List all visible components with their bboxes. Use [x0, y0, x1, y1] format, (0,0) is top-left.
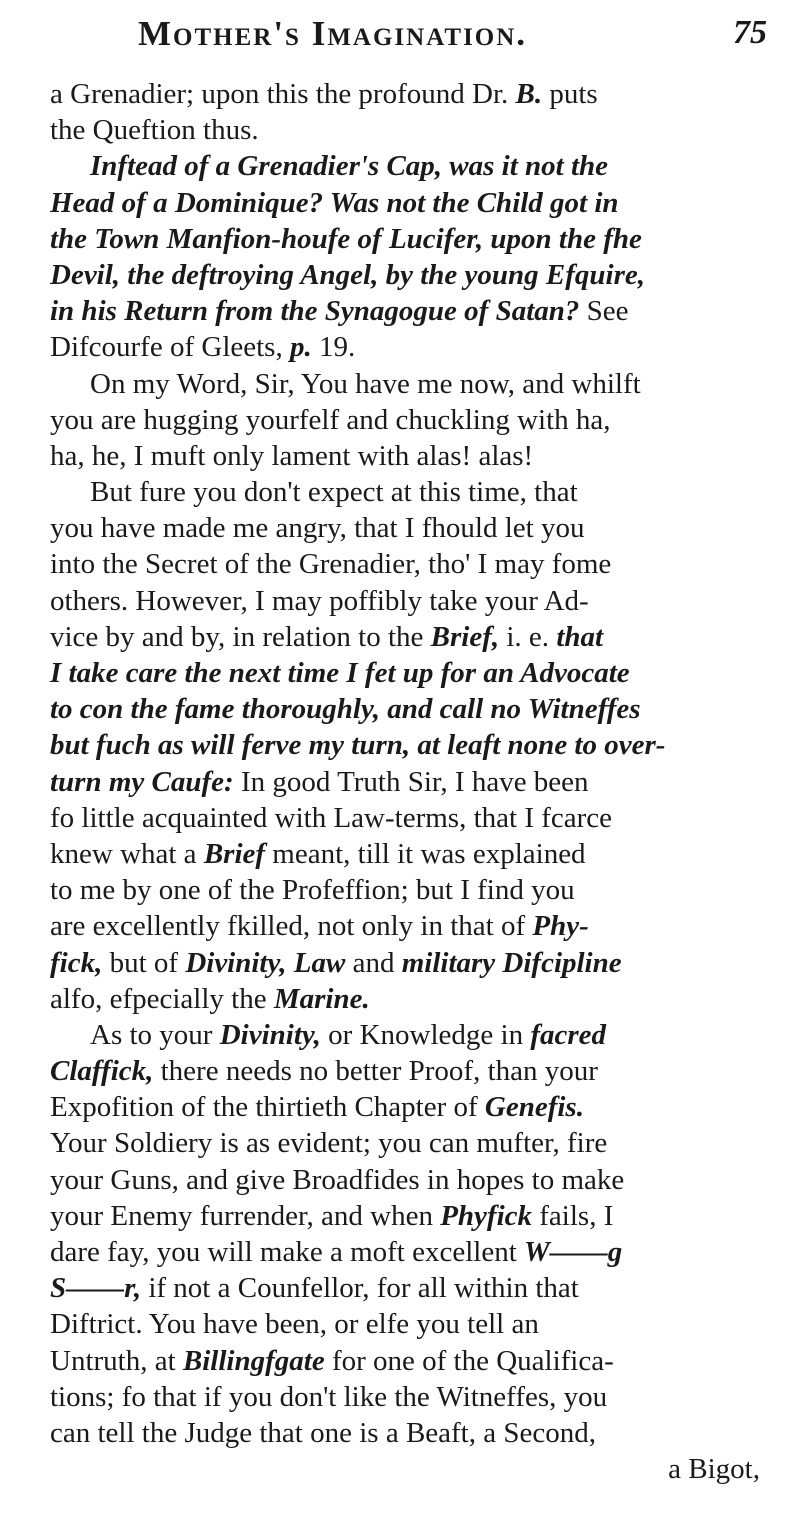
- text-segment: can tell the Judge that one is a Beaft, a Second,: [50, 1416, 596, 1449]
- italic-text: Inftead of a Grenadier's Cap, was it not the: [90, 150, 609, 183]
- text-line: [50, 546, 790, 582]
- text-segment: fo little acquainted with Law-terms, that I fcarce: [50, 801, 613, 834]
- text-segment: you are hugging yourfelf and chuckling with ha,: [50, 403, 611, 436]
- text-segment: vice by and by, in relation to the: [50, 620, 431, 653]
- text-segment: you have made me angry, that I fhould let you: [50, 512, 585, 545]
- italic-text: Brief,: [430, 620, 500, 653]
- text-line: [50, 945, 790, 981]
- text-segment: for one of the Qualifica-: [324, 1344, 614, 1377]
- italic-text: Head of a Dominique? Was not the Child got in: [50, 186, 619, 219]
- text-line: [50, 148, 790, 184]
- text-segment: or Knowledge in: [320, 1018, 531, 1051]
- italic-text: Phyfick: [440, 1199, 533, 1232]
- text-line: [50, 908, 790, 944]
- text-segment: dare fay, you will make a moft excellent: [50, 1236, 525, 1268]
- text-segment: puts: [542, 78, 598, 110]
- text-line: [50, 727, 790, 763]
- body-text: [50, 76, 790, 1487]
- text-line: [50, 1017, 790, 1053]
- text-segment: your Guns, and give Broadfides in hopes to make: [50, 1163, 625, 1196]
- text-line: [50, 402, 790, 438]
- text-line: [50, 366, 790, 402]
- text-segment: the Queftion thus.: [50, 114, 259, 147]
- text-line: [50, 583, 790, 619]
- italic-text: I take care the next time I fet up for an Advocate: [50, 657, 630, 689]
- text-segment: As to your: [90, 1018, 220, 1051]
- text-segment: i. e.: [499, 620, 557, 653]
- text-line: [50, 619, 790, 655]
- text-segment: Your Soldiery is as evident; you can mufter, fire: [50, 1127, 608, 1160]
- page-number: 75: [733, 14, 767, 51]
- text-line: [50, 1343, 790, 1379]
- italic-text: the Town Manfion-houfe of Lucifer, upon the fhe: [50, 222, 642, 255]
- text-segment: fails, I: [532, 1199, 614, 1232]
- text-segment: Expofition of the thirtieth Chapter of: [50, 1091, 485, 1124]
- text-segment: meant, till it was explained: [265, 837, 586, 870]
- text-line: [50, 1198, 790, 1234]
- text-segment: into the Secret of the Grenadier, tho' I may fome: [50, 548, 612, 581]
- text-segment: Diftrict. You have been, or elfe you tell an: [50, 1308, 539, 1341]
- italic-text: Genefis.: [484, 1091, 584, 1124]
- italic-text: but fuch as will ferve my turn, at leaft none to over-: [50, 729, 666, 762]
- italic-text: turn my Caufe:: [50, 765, 234, 798]
- text-line: [50, 438, 790, 474]
- catchword: a Bigot,: [668, 1453, 760, 1486]
- italic-text: in his Return from the Synagogue of Satan?: [50, 295, 580, 328]
- text-line: [50, 981, 790, 1017]
- text-line: [50, 329, 790, 365]
- text-line: [50, 872, 790, 908]
- text-segment: But fure you don't expect at this time, that: [90, 476, 578, 509]
- text-segment: See: [579, 295, 629, 328]
- text-line: [50, 510, 790, 546]
- italic-text: Phy-: [532, 910, 589, 943]
- text-segment: alfo, efpecially the: [50, 982, 274, 1015]
- text-segment: tions; fo that if you don't like the Witneffes, you: [50, 1380, 608, 1413]
- text-line: [50, 655, 790, 691]
- italic-text: Divinity, Law: [185, 946, 346, 979]
- text-line: [50, 221, 790, 257]
- text-segment: to me by one of the Profeffion; but I find you: [50, 874, 575, 907]
- text-segment: In good Truth Sir, I have been: [233, 765, 589, 798]
- text-segment: On my Word, Sir, You have me now, and whilft: [90, 367, 641, 400]
- text-line: [50, 764, 790, 800]
- italic-text: p.: [289, 331, 312, 364]
- text-segment: but of: [102, 946, 186, 979]
- text-line: [50, 1089, 790, 1125]
- text-line: [50, 691, 790, 727]
- text-line: [50, 185, 790, 221]
- text-segment: your Enemy furrender, and when: [50, 1199, 441, 1232]
- italic-text: W——g: [524, 1236, 623, 1268]
- running-title: Mother's Imagination.: [138, 14, 528, 53]
- running-head: [0, 8, 800, 68]
- text-line: [50, 1379, 790, 1415]
- italic-text: military Difcipline: [401, 946, 622, 979]
- text-segment: Difcourfe of Gleets,: [50, 331, 290, 364]
- text-segment: if not a Counfellor, for all within that: [141, 1272, 579, 1305]
- text-line: [50, 1415, 790, 1451]
- italic-text: Claffick,: [50, 1055, 154, 1088]
- text-segment: knew what a: [50, 837, 204, 870]
- italic-text: S——r,: [50, 1272, 142, 1305]
- text-segment: Untruth, at: [50, 1344, 183, 1377]
- text-segment: others. However, I may poffibly take your Ad-: [50, 584, 589, 617]
- italic-text: Divinity,: [219, 1018, 321, 1051]
- italic-text: B.: [515, 78, 543, 110]
- italic-text: Marine.: [273, 982, 370, 1015]
- italic-text: facred: [530, 1018, 607, 1051]
- italic-text: Devil, the deftroying Angel, by the young Efquire,: [50, 258, 646, 291]
- italic-text: to con the fame thoroughly, and call no Witneffes: [50, 693, 641, 726]
- text-segment: and: [345, 946, 402, 979]
- text-segment: there needs no better Proof, than your: [153, 1055, 598, 1088]
- text-line: [50, 800, 790, 836]
- text-line: [50, 112, 790, 148]
- italic-text: Billingfgate: [182, 1344, 325, 1377]
- text-segment: 19.: [311, 331, 356, 364]
- italic-text: fick,: [50, 946, 103, 979]
- italic-text: Brief: [203, 837, 266, 870]
- italic-text: that: [556, 620, 604, 653]
- text-line: [50, 1162, 790, 1198]
- text-line: [50, 293, 790, 329]
- text-line: [50, 1125, 790, 1161]
- text-line: [50, 836, 790, 872]
- text-line: [50, 474, 790, 510]
- text-line: [50, 1270, 790, 1306]
- text-line: [50, 257, 790, 293]
- text-line: [50, 76, 790, 112]
- text-line: [50, 1053, 790, 1089]
- text-segment: a Grenadier; upon this the profound Dr.: [50, 78, 516, 110]
- text-segment: ha, he, I muft only lament with alas! alas!: [50, 439, 534, 472]
- text-line: [50, 1234, 790, 1270]
- text-line: [50, 1306, 790, 1342]
- text-segment: are excellently fkilled, not only in that of: [50, 910, 533, 943]
